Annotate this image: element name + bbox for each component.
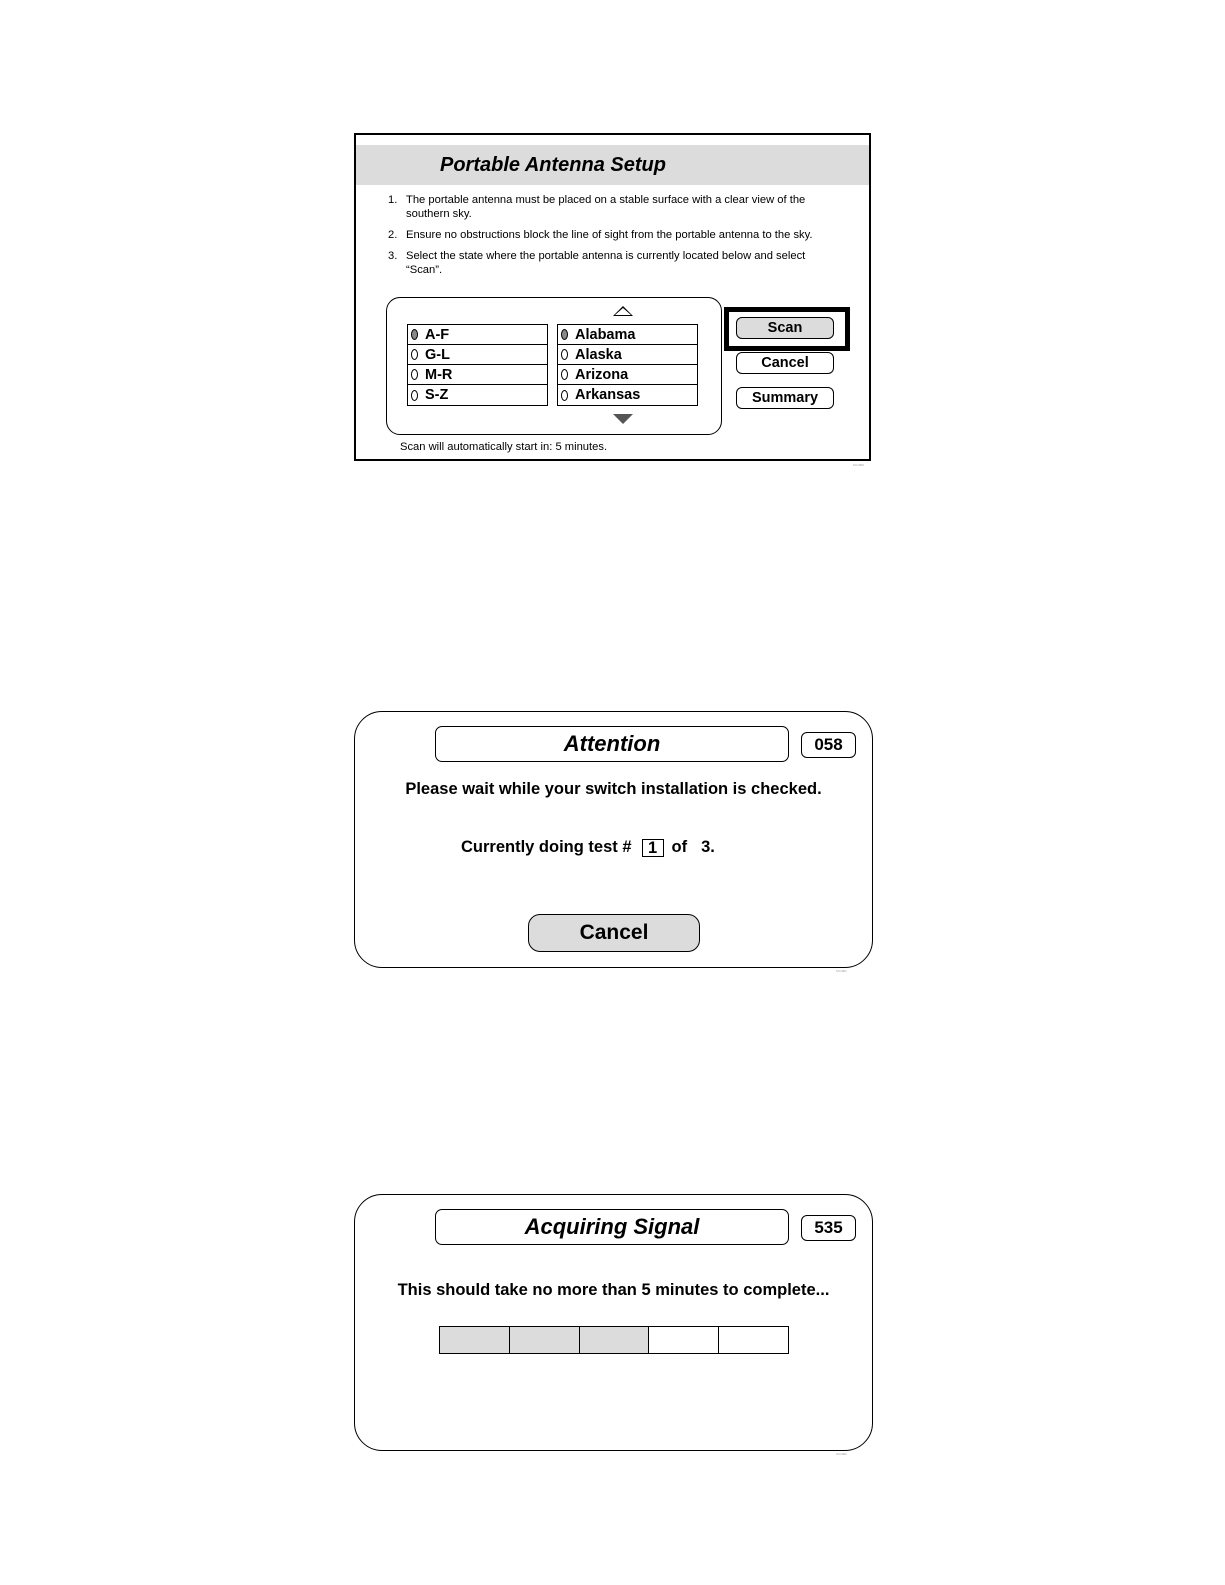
- instruction-step: 3. Select the state where the portable antenna is currently located below and select “Scan”.: [388, 250, 806, 276]
- progress-bar: [439, 1326, 789, 1354]
- progress-segment: [580, 1327, 650, 1353]
- title-bar: [356, 145, 869, 185]
- auto-scan-countdown: Scan will automatically start in: 5 minutes.: [400, 441, 608, 453]
- instruction-step: 1. The portable antenna must be placed on a stable surface with a clear view of the southern sky.: [388, 194, 806, 220]
- status-message: This should take no more than 5 minutes to complete...: [397, 1281, 830, 1299]
- range-item-a-f[interactable]: A-F: [408, 325, 547, 345]
- radio-icon: [411, 329, 418, 340]
- summary-button[interactable]: Summary: [736, 387, 834, 409]
- instructions-list: [388, 193, 828, 284]
- state-item-arkansas[interactable]: Arkansas: [558, 385, 697, 405]
- radio-icon: [411, 349, 418, 360]
- test-total: 3.: [701, 838, 715, 856]
- attention-screen: [354, 711, 873, 968]
- screen-code: 058: [801, 732, 856, 758]
- figure-ref-code: KC1902: [836, 1452, 847, 1456]
- state-item-alaska[interactable]: Alaska: [558, 345, 697, 365]
- range-item-m-r[interactable]: M-R: [408, 365, 547, 385]
- page-title: Portable Antenna Setup: [440, 154, 666, 176]
- radio-icon: [561, 390, 568, 401]
- radio-icon: [561, 369, 568, 380]
- progress-segment: [719, 1327, 788, 1353]
- range-item-g-l[interactable]: G-L: [408, 345, 547, 365]
- test-progress-line: [461, 838, 715, 857]
- test-label: Currently doing test #: [461, 838, 632, 856]
- progress-segment: [649, 1327, 719, 1353]
- figure-ref-code: KC1901: [836, 969, 847, 973]
- screen-code: 535: [801, 1215, 856, 1241]
- screen-title: Attention: [435, 726, 789, 762]
- scan-button[interactable]: Scan: [736, 317, 834, 339]
- cancel-button[interactable]: Cancel: [736, 352, 834, 374]
- screen-title: Acquiring Signal: [435, 1209, 789, 1245]
- progress-segment: [510, 1327, 580, 1353]
- figure-ref-code: KC1900: [853, 463, 864, 467]
- range-item-s-z[interactable]: S-Z: [408, 385, 547, 405]
- scroll-up-arrow-icon[interactable]: [613, 306, 633, 316]
- scroll-down-arrow-icon[interactable]: [613, 414, 633, 424]
- range-list: [407, 324, 548, 406]
- state-list: [557, 324, 698, 406]
- state-item-alabama[interactable]: Alabama: [558, 325, 697, 345]
- test-of-label: of: [671, 838, 688, 856]
- radio-icon: [561, 329, 568, 340]
- portable-antenna-setup-screen: [354, 133, 871, 461]
- instruction-step: 2. Ensure no obstructions block the line of sight from the portable antenna to the sky.: [388, 229, 813, 241]
- acquiring-signal-screen: [354, 1194, 873, 1451]
- current-test-number: 1: [642, 839, 664, 857]
- cancel-button[interactable]: Cancel: [528, 914, 700, 952]
- state-item-arizona[interactable]: Arizona: [558, 365, 697, 385]
- radio-icon: [411, 369, 418, 380]
- radio-icon: [411, 390, 418, 401]
- progress-segment: [440, 1327, 510, 1353]
- state-selection-panel: [386, 297, 722, 435]
- status-message: Please wait while your switch installation is checked.: [405, 780, 822, 798]
- radio-icon: [561, 349, 568, 360]
